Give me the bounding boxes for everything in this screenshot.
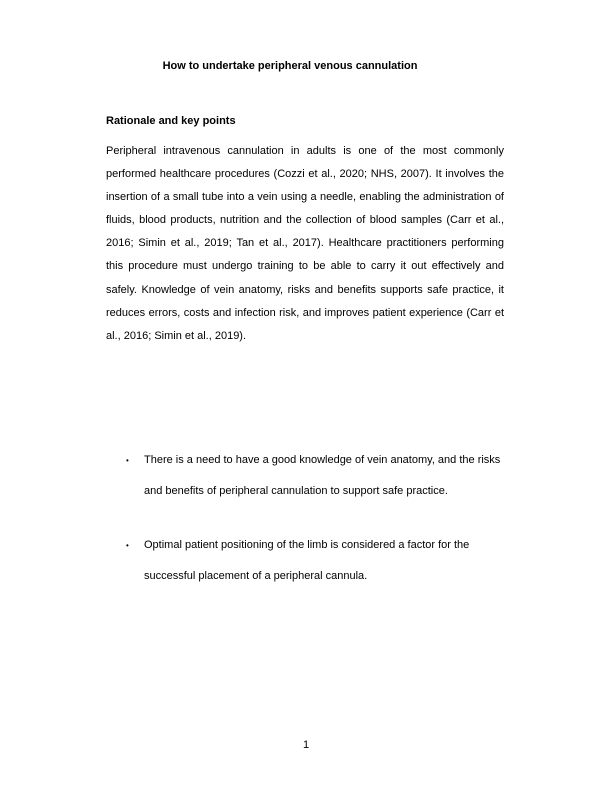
bullet-dot-icon: • (126, 541, 129, 550)
bullet-text: There is a need to have a good knowledge of vein anatomy, and the risks and benefits of peripheral cannulation to support safe practice. (144, 454, 501, 497)
bullet-list-1 (126, 445, 506, 507)
page-number: 1 (302, 739, 310, 751)
section-heading: Rationale and key points (106, 115, 236, 127)
document-title: How to undertake peripheral venous cannulation (162, 60, 418, 72)
bullet-item (126, 445, 506, 507)
bullet-item (126, 530, 506, 592)
bullet-list-2 (126, 530, 506, 592)
bullet-text: Optimal patient positioning of the limb is considered a factor for the successful placement of a peripheral cannula. (144, 539, 470, 582)
body-paragraph: Peripheral intravenous cannulation in adults is one of the most commonly performed healthcare procedures (Cozzi et al., 2020; NHS, 2007). It involves the insertion of a small tube into a vein using a needle, enabling the administration of fluids, blood products, nutrition and the collection of blood samples (Carr et al., 2016; Simin et al., 2019; Tan et al., 2017). Healthcare practitioners performing this procedure must undergo training to be able to carry it out effectively and safely. Knowledge of vein anatomy, risks and benefits supports safe practice, it reduces errors, costs and infection risk, and improves patient experience (Carr et al., 2016; Simin et al., 2019). (106, 145, 504, 342)
bullet-dot-icon: • (126, 456, 129, 465)
